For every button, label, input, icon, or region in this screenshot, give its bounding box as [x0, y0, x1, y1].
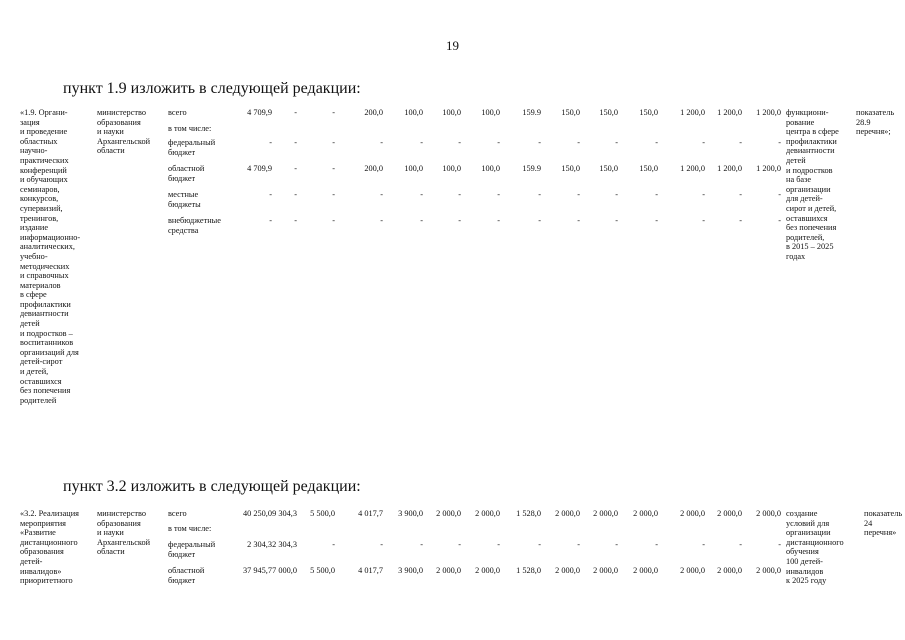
section1-value-cell: 159.9	[522, 164, 541, 173]
section2-value-cell: -	[497, 540, 500, 549]
section1-source-label: местные бюджеты	[168, 190, 201, 209]
section1-value-cell: -	[538, 138, 541, 147]
section1-value-cell: -	[497, 216, 500, 225]
section2-result: создание условий для организации дистанционного обучения 100 детей- инвалидов к 2025 году	[786, 509, 844, 586]
section1-value-cell: 1 200,0	[717, 108, 742, 117]
section2-value-cell: -	[615, 540, 618, 549]
section1-value-cell: 100,0	[481, 164, 500, 173]
section2-value-cell: 2 000,0	[555, 509, 580, 518]
section1-source-label: областной бюджет	[168, 164, 205, 183]
section2-value-cell: 3 900,0	[398, 509, 423, 518]
section1-value-cell: -	[458, 138, 461, 147]
section1-value-cell: -	[497, 138, 500, 147]
section1-value-cell: -	[380, 190, 383, 199]
section1-value-cell: -	[655, 190, 658, 199]
section2-value-cell: 2 000,0	[436, 509, 461, 518]
section1-value-cell: 1 200,0	[717, 164, 742, 173]
section1-value-cell: -	[269, 190, 272, 199]
section1-source-label: в том числе:	[168, 124, 212, 133]
section1-value-cell: 200,0	[364, 108, 383, 117]
section2-value-cell: -	[420, 540, 423, 549]
section1-value-cell: 4 709,9	[247, 108, 272, 117]
section1-value-cell: -	[739, 138, 742, 147]
section1-activity: «1.9. Органи- зация и проведение областных научно- практических конференций и обучающих семинаров, конкурсов, супервизий, тренингов, издание информационно- аналитических, учебно- методических и справочных материалов в сфере профилактики девиантности детей и подростков – воспитанников организаций для детей-сирот и детей, оставшихся без попечения родителей	[20, 108, 81, 405]
section1-value-cell: -	[294, 138, 297, 147]
section2-activity: «3.2. Реализация мероприятия «Развитие дистанционного образования детей- инвалидов» приоритетного	[20, 509, 79, 586]
section1-value-cell: 100,0	[481, 108, 500, 117]
section1-value-cell: -	[458, 190, 461, 199]
section1-value-cell: -	[739, 216, 742, 225]
section1-value-cell: -	[538, 216, 541, 225]
section2-value-cell: 2 000,0	[475, 566, 500, 575]
section1-value-cell: 150,0	[561, 164, 580, 173]
section2-value-cell: 2 000,0	[680, 566, 705, 575]
section2-value-cell: -	[380, 540, 383, 549]
section1-value-cell: -	[332, 216, 335, 225]
section1-value-cell: -	[577, 138, 580, 147]
section1-value-cell: 150,0	[599, 108, 618, 117]
section1-value-cell: 100,0	[442, 164, 461, 173]
section2-value-cell: 2 000,0	[633, 509, 658, 518]
section2-heading: пункт 3.2 изложить в следующей редакции:	[63, 478, 361, 495]
section1-value-cell: -	[294, 190, 297, 199]
section2-value-cell: 2 000,0	[593, 566, 618, 575]
section1-value-cell: -	[380, 216, 383, 225]
section2-value-cell: 2 000,0	[475, 509, 500, 518]
section2-value-cell: 37 945,7	[242, 566, 272, 575]
section1-value-cell: 1 200,0	[680, 108, 705, 117]
section1-value-cell: -	[294, 108, 297, 117]
section1-value-cell: -	[332, 190, 335, 199]
section2-value-cell: 3 900,0	[398, 566, 423, 575]
section1-value-cell: -	[380, 138, 383, 147]
section1-value-cell: -	[739, 190, 742, 199]
section2-value-cell: 2 000,0	[555, 566, 580, 575]
section2-value-cell: -	[538, 540, 541, 549]
section1-value-cell: -	[420, 138, 423, 147]
section1-value-cell: -	[702, 138, 705, 147]
section1-source-label: федеральный бюджет	[168, 138, 216, 157]
section2-value-cell: 2 304,3	[272, 540, 297, 549]
section2-executor: министерство образования и науки Архангельской области	[97, 509, 151, 557]
section1-value-cell: -	[332, 108, 335, 117]
section1-value-cell: 4 709,9	[247, 164, 272, 173]
section1-value-cell: 159.9	[522, 108, 541, 117]
section2-value-cell: 2 304,3	[247, 540, 272, 549]
section1-value-cell: -	[655, 138, 658, 147]
section1-value-cell: -	[702, 190, 705, 199]
section1-value-cell: -	[615, 216, 618, 225]
section2-source-label: областной бюджет	[168, 566, 205, 585]
section1-value-cell: -	[458, 216, 461, 225]
section1-value-cell: -	[778, 190, 781, 199]
section1-value-cell: 100,0	[404, 164, 423, 173]
section2-value-cell: 1 528,0	[516, 509, 541, 518]
section1-value-cell: -	[615, 190, 618, 199]
section1-value-cell: -	[615, 138, 618, 147]
section1-value-cell: -	[420, 216, 423, 225]
section1-value-cell: 1 200,0	[756, 164, 781, 173]
section1-value-cell: -	[294, 216, 297, 225]
section1-value-cell: 150,0	[599, 164, 618, 173]
section2-value-cell: 2 000,0	[756, 566, 781, 575]
section2-value-cell: -	[778, 540, 781, 549]
section1-value-cell: -	[269, 138, 272, 147]
section1-value-cell: 100,0	[442, 108, 461, 117]
section2-value-cell: 2 000,0	[717, 566, 742, 575]
section2-value-cell: -	[702, 540, 705, 549]
section2-value-cell: 7 000,0	[272, 566, 297, 575]
section2-indicator: показатель 24 перечня»	[864, 509, 903, 538]
section1-value-cell: -	[332, 138, 335, 147]
section1-executor: министерство образования и науки Архангельской области	[97, 108, 151, 156]
section1-result: функциони- рование центра в сфере профилактики девиантности детей и подростков на базе организации для детей- сирот и детей, оставшихся без попечения родителей, в 2015 – 2025 годах	[786, 108, 839, 261]
section2-value-cell: 2 000,0	[756, 509, 781, 518]
section1-value-cell: 150,0	[639, 108, 658, 117]
section1-heading: пункт 1.9 изложить в следующей редакции:	[63, 80, 361, 97]
section1-value-cell: -	[269, 216, 272, 225]
section1-value-cell: -	[702, 216, 705, 225]
section2-value-cell: 2 000,0	[436, 566, 461, 575]
section2-value-cell: 5 500,0	[310, 566, 335, 575]
section1-source-label: внебюджетные средства	[168, 216, 221, 235]
section2-value-cell: -	[332, 540, 335, 549]
section2-source-label: всего	[168, 509, 187, 518]
section1-value-cell: 150,0	[639, 164, 658, 173]
section2-value-cell: 1 528,0	[516, 566, 541, 575]
section2-value-cell: 4 017,7	[358, 566, 383, 575]
section2-value-cell: -	[655, 540, 658, 549]
section1-value-cell: -	[655, 216, 658, 225]
section1-value-cell: 150,0	[561, 108, 580, 117]
section1-value-cell: 1 200,0	[680, 164, 705, 173]
section2-value-cell: 4 017,7	[358, 509, 383, 518]
section2-value-cell: 40 250,0	[242, 509, 272, 518]
section1-value-cell: -	[778, 216, 781, 225]
section1-value-cell: -	[332, 164, 335, 173]
section2-value-cell: 9 304,3	[272, 509, 297, 518]
section1-source-label: всего	[168, 108, 187, 117]
section1-value-cell: -	[778, 138, 781, 147]
section2-value-cell: 2 000,0	[680, 509, 705, 518]
section2-value-cell: -	[739, 540, 742, 549]
section1-value-cell: -	[577, 216, 580, 225]
section1-value-cell: 200,0	[364, 164, 383, 173]
section2-value-cell: 2 000,0	[717, 509, 742, 518]
section1-value-cell: -	[538, 190, 541, 199]
section1-indicator: показатель 28.9 перечня»;	[856, 108, 895, 137]
section2-source-label: в том числе:	[168, 524, 212, 533]
page-number: 19	[446, 38, 459, 53]
section2-value-cell: 2 000,0	[593, 509, 618, 518]
section1-value-cell: -	[294, 164, 297, 173]
section2-value-cell: 5 500,0	[310, 509, 335, 518]
section2-value-cell: -	[577, 540, 580, 549]
section1-value-cell: 100,0	[404, 108, 423, 117]
section1-value-cell: -	[420, 190, 423, 199]
section1-value-cell: 1 200,0	[756, 108, 781, 117]
section2-value-cell: 2 000,0	[633, 566, 658, 575]
section2-source-label: федеральный бюджет	[168, 540, 216, 559]
section2-value-cell: -	[458, 540, 461, 549]
section1-value-cell: -	[497, 190, 500, 199]
section1-value-cell: -	[577, 190, 580, 199]
